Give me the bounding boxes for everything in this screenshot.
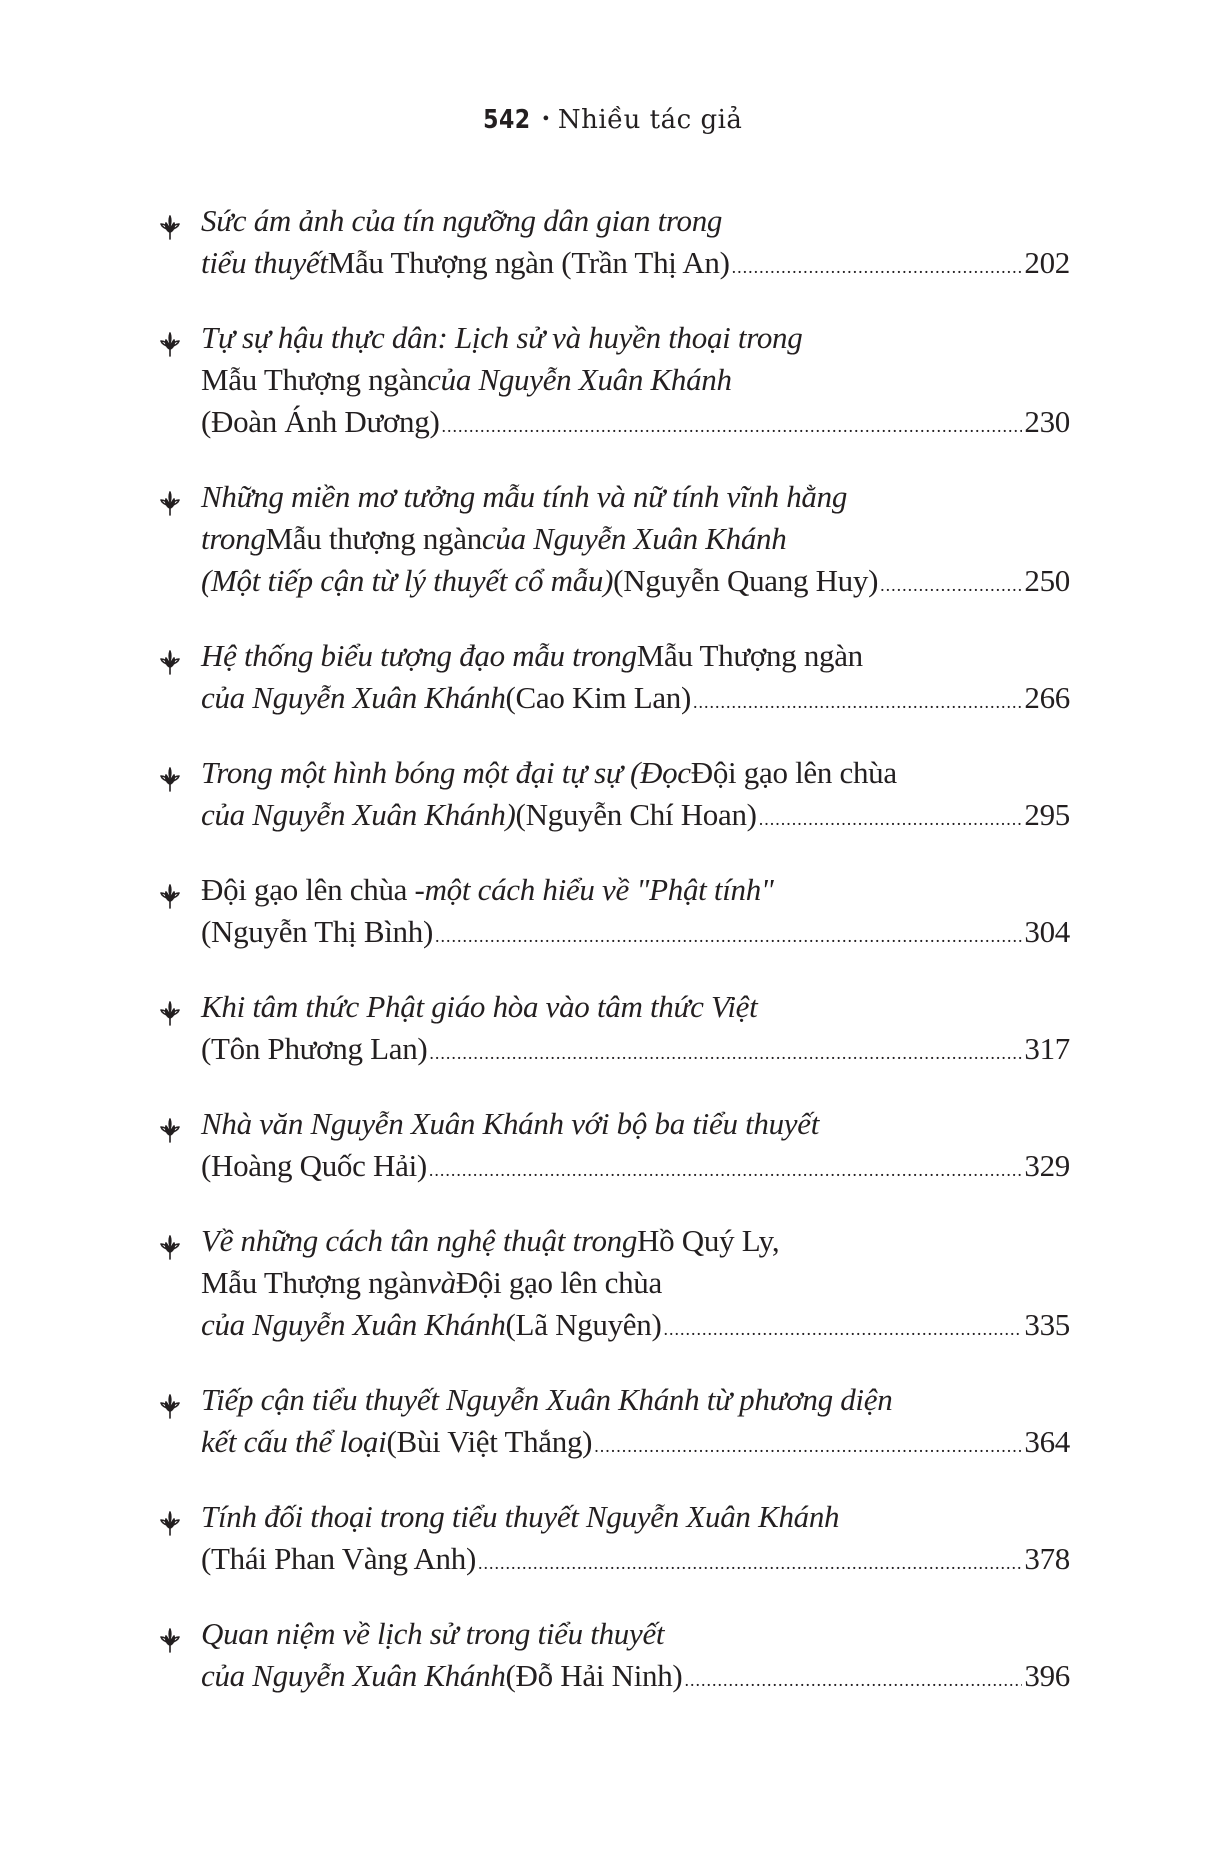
toc-entry-line: [201, 1220, 1070, 1262]
header-separator: •: [542, 108, 550, 130]
leaf-icon: [160, 214, 180, 240]
entry-page-number[interactable]: 396: [1024, 1658, 1070, 1693]
running-header: [0, 104, 1221, 136]
toc-entry-line: [201, 1304, 1070, 1346]
entry-text-roman: Mẫu Thượng ngàn: [636, 638, 863, 673]
entry-text-italic: của Nguyễn Xuân Khánh): [201, 797, 516, 832]
entry-text-roman: Đội gạo lên chùa: [690, 755, 897, 790]
entry-text-roman: Mẫu Thượng ngàn: [201, 1265, 428, 1300]
entry-text-italic: trong: [201, 521, 266, 556]
dot-leader: [594, 1425, 1022, 1467]
entry-text-roman: Hồ Quý Ly,: [637, 1223, 780, 1258]
entry-text-roman: Đội gạo lên chùa: [455, 1265, 662, 1300]
entry-text-italic: một cách hiểu về "Phật tính": [424, 872, 774, 907]
entry-page-number[interactable]: 266: [1024, 680, 1070, 715]
toc-entry-line: [201, 1613, 1070, 1655]
entry-text-italic: Quan niệm về lịch sử trong tiểu thuyết: [201, 1616, 665, 1651]
entry-text-italic: Tính đối thoại trong tiểu thuyết Nguyễn Xuân Khánh: [201, 1499, 840, 1534]
leaf-icon: [160, 766, 180, 792]
leaf-icon: [160, 649, 180, 675]
entry-page-number[interactable]: 364: [1024, 1424, 1070, 1459]
toc-entry[interactable]: [160, 1220, 1070, 1346]
entry-page-number[interactable]: 304: [1024, 914, 1070, 949]
leaf-icon: [160, 331, 180, 357]
toc-entry[interactable]: [160, 752, 1070, 836]
entry-text-roman: (Nguyễn Chí Hoan): [515, 797, 757, 832]
dot-leader: [693, 681, 1022, 723]
entry-text-italic: tiểu thuyết: [201, 245, 328, 280]
leaf-icon: [160, 883, 180, 909]
entry-text-italic: Trong một hình bóng một đại tự sự (Đọc: [201, 755, 691, 790]
entry-page-number[interactable]: 250: [1024, 563, 1070, 598]
toc-entry-line: [201, 401, 1070, 443]
toc-entry[interactable]: [160, 1103, 1070, 1187]
entry-page-number[interactable]: 329: [1024, 1148, 1070, 1183]
toc-entry[interactable]: [160, 1379, 1070, 1463]
entry-text-italic: Hệ thống biểu tượng đạo mẫu trong: [201, 638, 637, 673]
leaf-icon: [160, 1000, 180, 1026]
leaf-icon: [160, 490, 180, 516]
dot-leader: [684, 1659, 1022, 1701]
leaf-icon: [160, 1627, 180, 1653]
dot-leader: [429, 1032, 1022, 1074]
entry-text-italic: Những miền mơ tưởng mẫu tính và nữ tính vĩnh hằng: [201, 479, 848, 514]
entry-text-roman: Mẫu Thượng ngàn (Trần Thị An): [327, 245, 730, 280]
toc-entry-line: [201, 1379, 1070, 1421]
entry-text-roman: Mẫu Thượng ngàn: [201, 362, 428, 397]
toc-entry-line: [201, 560, 1070, 602]
entry-text-roman: (Đoàn Ánh Dương): [201, 404, 440, 439]
leaf-icon: [160, 1393, 180, 1419]
toc-entry[interactable]: [160, 317, 1070, 443]
toc-entry[interactable]: [160, 1613, 1070, 1697]
leaf-icon: [160, 1234, 180, 1260]
entry-text-italic: của Nguyễn Xuân Khánh: [427, 362, 732, 397]
toc-entry-line: [201, 1028, 1070, 1070]
entry-text-roman: Đội gạo lên chùa -: [201, 872, 425, 907]
entry-text-roman: (Tôn Phương Lan): [201, 1031, 428, 1066]
entry-text-roman: Mẫu thượng ngàn: [265, 521, 482, 556]
entry-text-roman: (Nguyễn Quang Huy): [613, 563, 879, 598]
toc-entry-line: [201, 1145, 1070, 1187]
toc-entry-line: [201, 752, 1070, 794]
dot-leader: [478, 1542, 1022, 1584]
leaf-icon: [160, 1117, 180, 1143]
entry-text-roman: (Hoàng Quốc Hải): [201, 1148, 427, 1183]
entry-text-italic: Tiếp cận tiểu thuyết Nguyễn Xuân Khánh từ phương diện: [201, 1382, 893, 1417]
toc-entry[interactable]: [160, 869, 1070, 953]
toc-entry-line: [201, 242, 1070, 284]
dot-leader: [435, 915, 1022, 957]
entry-text-roman: (Bùi Việt Thắng): [386, 1424, 593, 1459]
toc-entry[interactable]: [160, 986, 1070, 1070]
entry-text-roman: (Nguyễn Thị Bình): [201, 914, 433, 949]
toc-entry-line: [201, 359, 1070, 401]
toc-entry-line: [201, 1103, 1070, 1145]
entry-text-italic: kết cấu thể loại: [201, 1424, 387, 1459]
entry-text-roman: (Đỗ Hải Ninh): [505, 1658, 683, 1693]
entry-page-number[interactable]: 202: [1024, 245, 1070, 280]
entry-text-italic: của Nguyễn Xuân Khánh: [201, 680, 506, 715]
table-of-contents: [160, 200, 1070, 1730]
entry-page-number[interactable]: 230: [1024, 404, 1070, 439]
entry-text-roman: (Lã Nguyên): [505, 1307, 662, 1342]
toc-entry-line: [201, 1655, 1070, 1697]
toc-entry-line: [201, 1538, 1070, 1580]
entry-page-number[interactable]: 378: [1024, 1541, 1070, 1576]
dot-leader: [732, 246, 1023, 288]
entry-text-roman: (Thái Phan Vàng Anh): [201, 1541, 476, 1576]
toc-entry-line: [201, 911, 1070, 953]
entry-text-roman: (Cao Kim Lan): [505, 680, 692, 715]
toc-entry-line: [201, 869, 1070, 911]
entry-text-italic: của Nguyễn Xuân Khánh: [201, 1307, 506, 1342]
toc-entry-line: [201, 1421, 1070, 1463]
dot-leader: [441, 405, 1022, 447]
toc-entry-line: [201, 1496, 1070, 1538]
toc-entry-line: [201, 200, 1070, 242]
entry-page-number[interactable]: 335: [1024, 1307, 1070, 1342]
toc-entry-line: [201, 1262, 1070, 1304]
toc-entry[interactable]: [160, 200, 1070, 284]
toc-entry[interactable]: [160, 476, 1070, 602]
dot-leader: [759, 798, 1023, 840]
entry-page-number[interactable]: 317: [1024, 1031, 1070, 1066]
toc-entry[interactable]: [160, 635, 1070, 719]
entry-text-italic: của Nguyễn Xuân Khánh: [481, 521, 787, 556]
toc-entry-line: [201, 986, 1070, 1028]
toc-entry-line: [201, 794, 1070, 836]
entry-page-number[interactable]: 295: [1024, 797, 1070, 832]
entry-text-italic: Về những cách tân nghệ thuật trong: [201, 1223, 638, 1258]
entry-text-italic: Nhà văn Nguyễn Xuân Khánh với bộ ba tiểu thuyết: [201, 1106, 820, 1141]
toc-entry-line: [201, 476, 1070, 518]
entry-text-italic: Khi tâm thức Phật giáo hòa vào tâm thức Việt: [201, 989, 758, 1024]
dot-leader: [429, 1149, 1022, 1191]
running-title: Nhiều tác giả: [557, 105, 743, 135]
toc-entry[interactable]: [160, 1496, 1070, 1580]
toc-entry-line: [201, 635, 1070, 677]
toc-entry-line: [201, 317, 1070, 359]
entry-text-italic: (Một tiếp cận từ lý thuyết cổ mẫu): [201, 563, 614, 598]
entry-text-italic: và: [427, 1265, 456, 1300]
entry-text-italic: Tự sự hậu thực dân: Lịch sử và huyền thoại trong: [201, 320, 803, 355]
entry-text-italic: Sức ám ảnh của tín ngưỡng dân gian trong: [201, 203, 723, 238]
page-number: 542: [482, 105, 531, 135]
toc-entry-line: [201, 518, 1070, 560]
dot-leader: [880, 564, 1022, 606]
entry-text-italic: của Nguyễn Xuân Khánh: [201, 1658, 506, 1693]
toc-entry-line: [201, 677, 1070, 719]
leaf-icon: [160, 1510, 180, 1536]
dot-leader: [663, 1308, 1022, 1350]
